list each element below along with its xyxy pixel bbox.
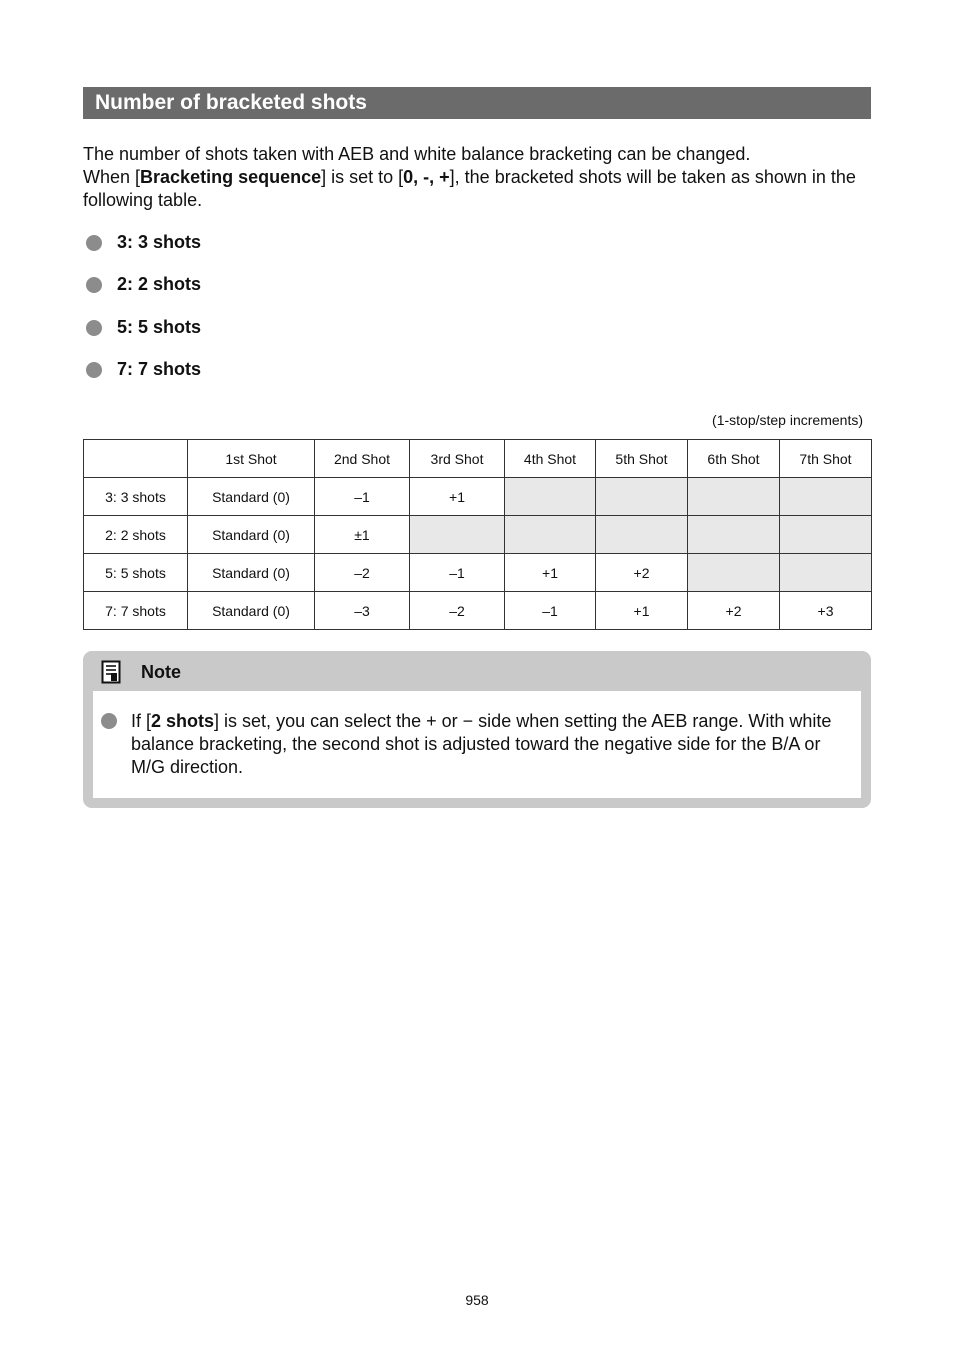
bullet-icon (86, 235, 102, 251)
table-cell: 5: 5 shots (84, 554, 188, 592)
bullet-icon (86, 320, 102, 336)
note-box (83, 651, 871, 808)
intro-text: When [ (83, 167, 141, 187)
note-text-part: ] is set, you can select the + or − side when setting the AEB range. With white balance bracketing, the second shot is adjusted toward the negative side for the B/A or M/G direction. (131, 711, 832, 777)
table-row (84, 554, 872, 592)
table-cell: –2 (410, 592, 505, 630)
note-header (101, 660, 181, 684)
note-text-part: If [ (131, 711, 152, 731)
table-cell: +2 (688, 592, 780, 630)
note-title: Note (141, 661, 181, 682)
bracketing-sequence-term: Bracketing sequence (140, 167, 322, 187)
bullet-icon (86, 277, 102, 293)
table-cell: 2: 2 shots (84, 516, 188, 554)
table-cell: Standard (0) (188, 592, 315, 630)
option-label: 7: 7 shots (117, 358, 202, 379)
option-2-shots (86, 273, 201, 315)
table-cell-empty (505, 478, 596, 516)
table-cell: Standard (0) (188, 554, 315, 592)
header-cell: 5th Shot (596, 440, 688, 478)
option-5-shots (86, 316, 201, 358)
table-cell-empty (780, 516, 872, 554)
intro-line-2 (83, 166, 873, 212)
table-cell: –1 (410, 554, 505, 592)
shot-options-list (86, 231, 201, 400)
table-row (84, 592, 872, 630)
table-cell: 3: 3 shots (84, 478, 188, 516)
table-cell: 7: 7 shots (84, 592, 188, 630)
note-icon (101, 660, 121, 684)
table-cell-empty (688, 516, 780, 554)
table-cell: –1 (315, 478, 410, 516)
table-cell-empty (780, 478, 872, 516)
table-cell: –1 (505, 592, 596, 630)
intro-text: ] is set to [ (321, 167, 404, 187)
option-label: 3: 3 shots (117, 232, 202, 252)
header-cell: 2nd Shot (315, 440, 410, 478)
table-cell-empty (780, 554, 872, 592)
table-cell: +1 (410, 478, 505, 516)
table-cell: Standard (0) (188, 478, 315, 516)
note-text (131, 710, 851, 779)
option-label: 5: 5 shots (117, 316, 202, 337)
table-row (84, 478, 872, 516)
table-cell: –2 (315, 554, 410, 592)
table-cell-empty (596, 478, 688, 516)
table-cell-empty (688, 478, 780, 516)
sequence-value: 0, -, + (403, 167, 450, 187)
header-cell (84, 440, 188, 478)
header-cell: 7th Shot (780, 440, 872, 478)
page-number: 958 (465, 1292, 489, 1308)
table-row (84, 516, 872, 554)
header-cell: 1st Shot (188, 440, 315, 478)
section-title: Number of bracketed shots (83, 87, 871, 119)
table-cell: +3 (780, 592, 872, 630)
note-term: 2 shots (151, 711, 215, 731)
table-cell: +1 (596, 592, 688, 630)
table-cell-empty (596, 516, 688, 554)
table-cell: –3 (315, 592, 410, 630)
table-cell: +2 (596, 554, 688, 592)
table-cell: ±1 (315, 516, 410, 554)
bracketed-shots-table (83, 439, 872, 630)
table-cell-empty (505, 516, 596, 554)
table-cell: Standard (0) (188, 516, 315, 554)
option-label: 2: 2 shots (117, 274, 202, 295)
intro-text: ], the bracketed shots will be taken as shown in the following table. (83, 167, 856, 210)
intro-line-1: The number of shots taken with AEB and white balance bracketing can be changed. (83, 144, 751, 164)
bullet-icon (86, 362, 102, 378)
table-cell: +1 (505, 554, 596, 592)
increments-note: (1-stop/step increments) (712, 412, 863, 428)
option-3-shots (86, 231, 201, 273)
bullet-icon (101, 713, 117, 729)
table-cell-empty (410, 516, 505, 554)
note-content (93, 691, 861, 798)
header-cell: 3rd Shot (410, 440, 505, 478)
table-header-row (84, 440, 872, 478)
intro-paragraph (83, 143, 873, 212)
table-cell-empty (688, 554, 780, 592)
header-cell: 6th Shot (688, 440, 780, 478)
option-7-shots (86, 358, 201, 400)
header-cell: 4th Shot (505, 440, 596, 478)
